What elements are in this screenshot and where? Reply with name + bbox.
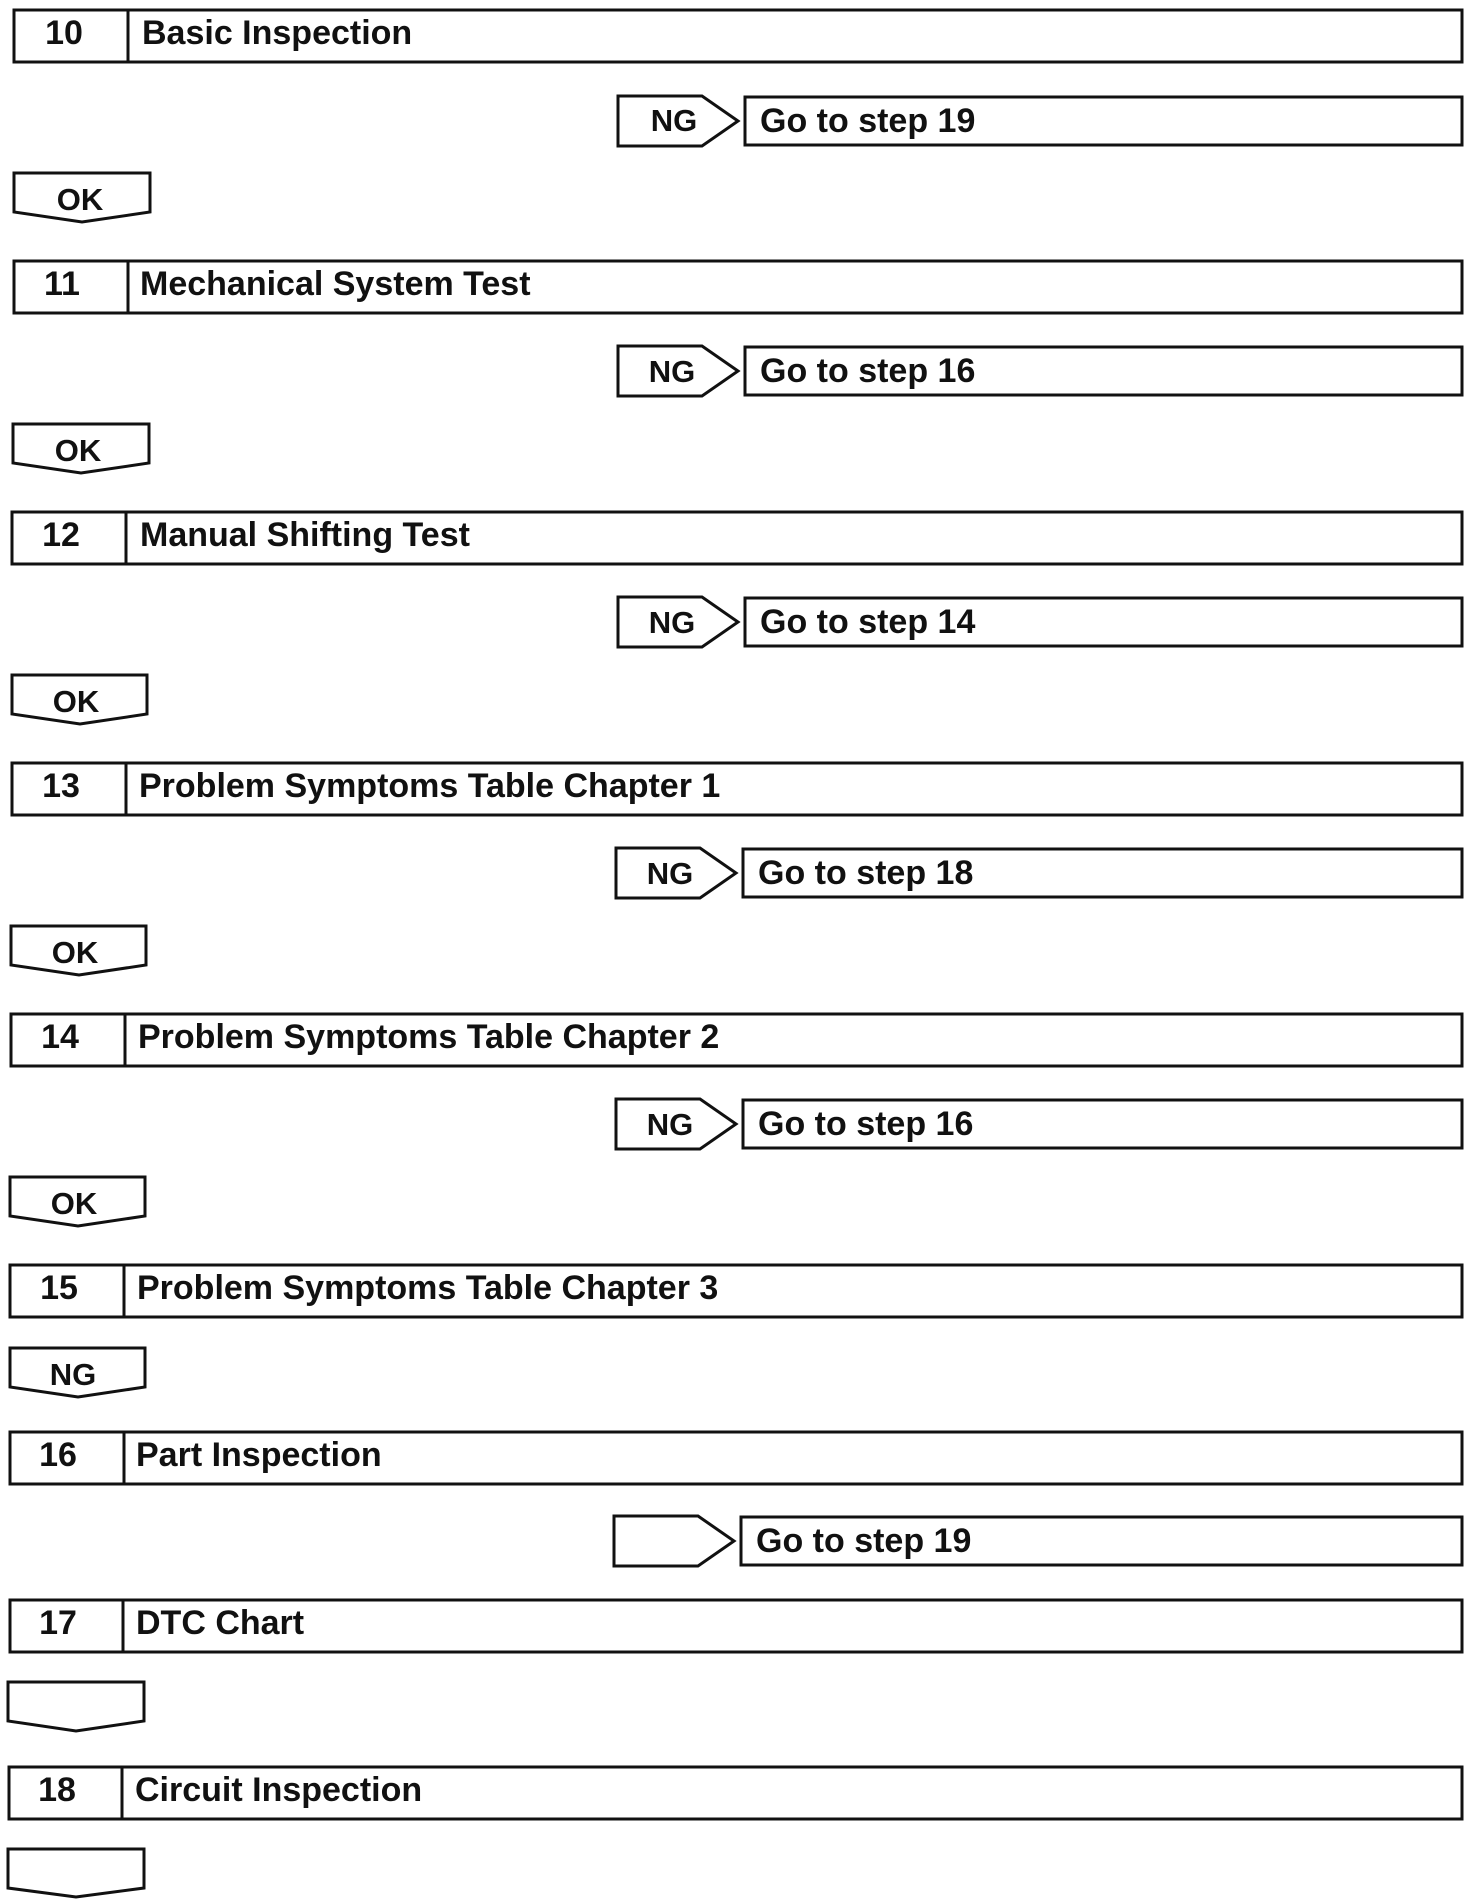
ng-label: NG [49, 1357, 97, 1392]
step-18 [9, 1767, 1462, 1819]
step-number: 12 [42, 516, 80, 554]
go-to-step-link: Go to step 18 [758, 854, 974, 892]
ng-label: NG [648, 605, 696, 640]
ng-label: NG [646, 1107, 694, 1142]
step-15 [10, 1265, 1462, 1317]
step-14 [11, 1014, 1462, 1066]
step-number: 11 [44, 265, 80, 303]
step-title: Circuit Inspection [135, 1771, 423, 1809]
step-10 [14, 10, 1462, 62]
ok-arrow [14, 173, 150, 222]
go-to-step-link: Go to step 19 [760, 102, 976, 140]
ng-label: NG [650, 103, 698, 138]
branch-step-16 [614, 1516, 1462, 1566]
down-arrow [8, 1682, 144, 1731]
ng-arrow [10, 1348, 145, 1397]
step-12 [12, 512, 1462, 564]
step-16 [10, 1432, 1462, 1484]
ok-arrow [12, 675, 147, 724]
step-number: 17 [39, 1604, 77, 1642]
step-number: 16 [39, 1436, 77, 1474]
step-11 [14, 261, 1462, 313]
ok-label: OK [54, 433, 102, 468]
step-13 [12, 763, 1462, 815]
ok-label: OK [56, 182, 104, 217]
step-number: 14 [41, 1018, 79, 1056]
step-number: 13 [42, 767, 80, 805]
step-17 [10, 1600, 1462, 1652]
ok-arrow [11, 926, 146, 975]
step-number: 10 [45, 14, 83, 52]
branch-step-14 [616, 1099, 1462, 1149]
step-number: 15 [40, 1269, 78, 1307]
ok-arrow [13, 424, 149, 473]
ng-label: NG [646, 856, 694, 891]
go-to-step-link: Go to step 16 [758, 1105, 974, 1143]
go-to-step-link: Go to step 14 [760, 603, 976, 641]
branch-step-13 [616, 848, 1462, 898]
branch-step-11 [618, 346, 1462, 396]
branch-step-10 [618, 96, 1462, 146]
ng-label: NG [648, 354, 696, 389]
ok-arrow [10, 1177, 145, 1226]
step-title: Problem Symptoms Table Chapter 1 [139, 767, 721, 805]
ok-label: OK [50, 1186, 98, 1221]
step-title: Problem Symptoms Table Chapter 2 [138, 1018, 720, 1056]
step-number: 18 [38, 1771, 76, 1809]
branch-step-12 [618, 597, 1462, 647]
step-title: Mechanical System Test [140, 265, 531, 303]
step-title: DTC Chart [136, 1604, 305, 1642]
step-title: Manual Shifting Test [140, 516, 470, 554]
step-title: Basic Inspection [142, 14, 413, 52]
step-title: Part Inspection [136, 1436, 382, 1474]
down-arrow [8, 1849, 144, 1897]
ok-label: OK [52, 684, 100, 719]
go-to-step-link: Go to step 16 [760, 352, 976, 390]
go-to-step-link: Go to step 19 [756, 1522, 972, 1560]
ok-label: OK [51, 935, 99, 970]
step-title: Problem Symptoms Table Chapter 3 [137, 1269, 719, 1307]
